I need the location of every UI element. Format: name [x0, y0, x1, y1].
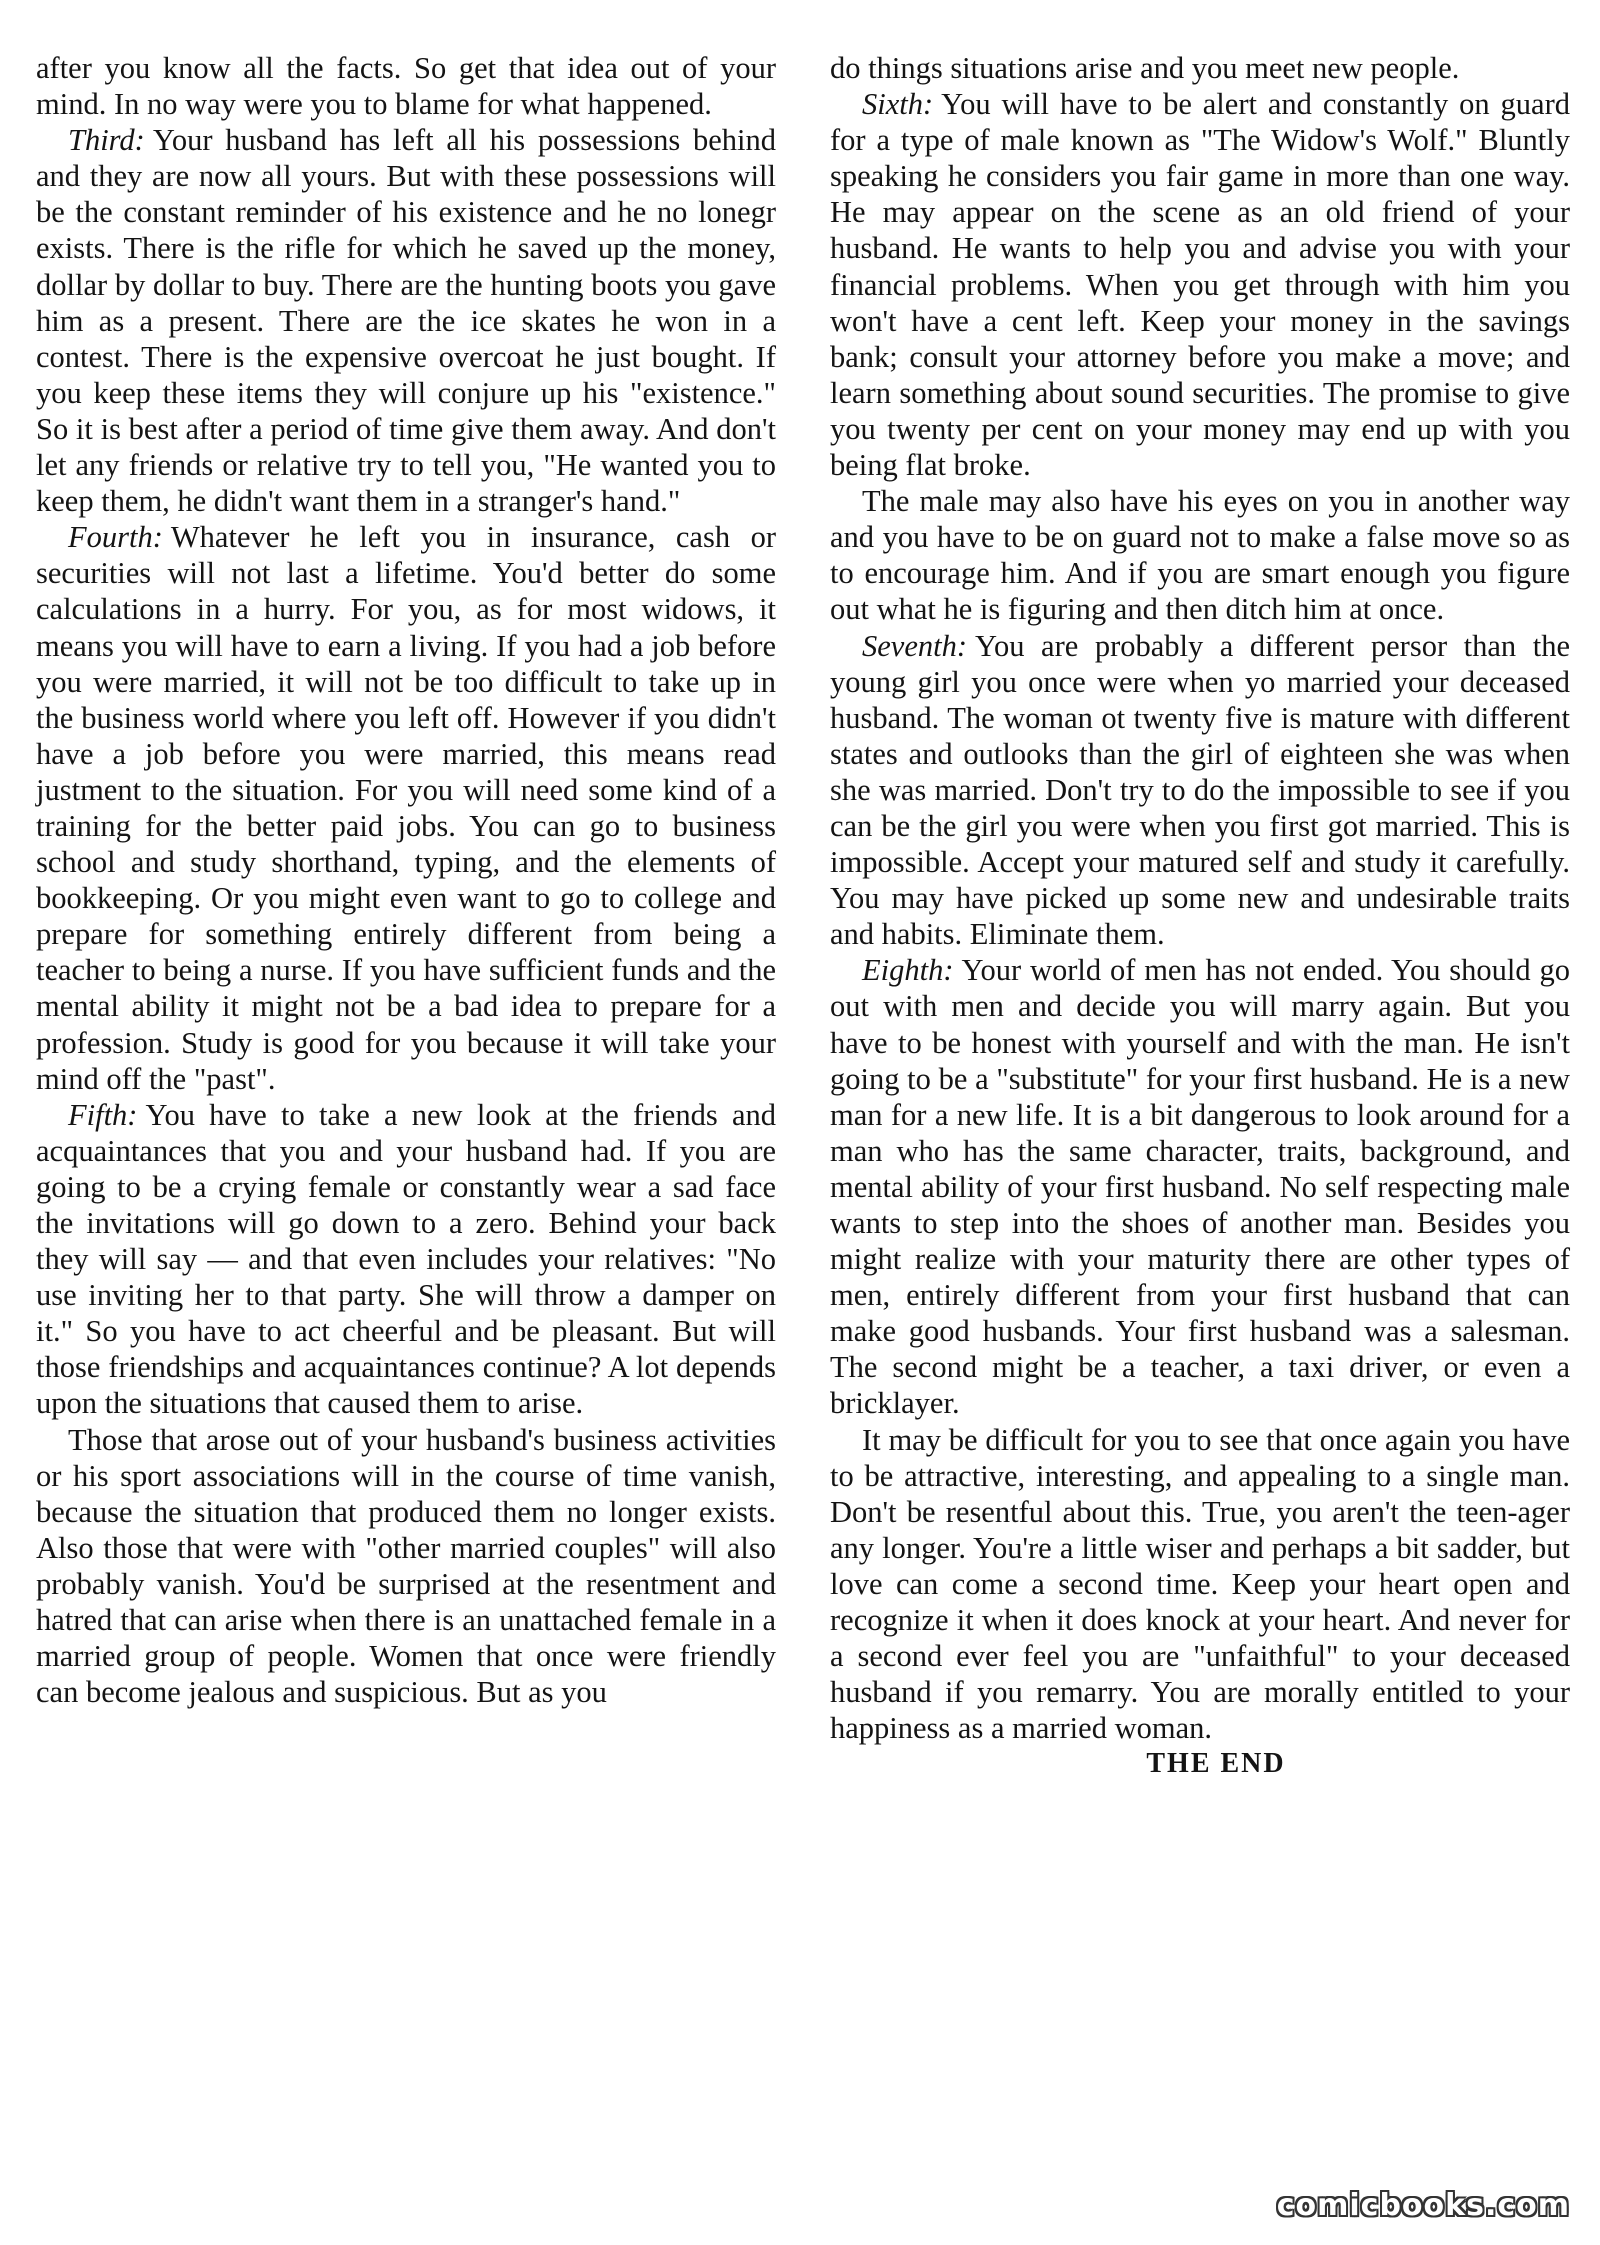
paragraph-male-may: The male may also have his eyes on you in another way and you have to be on guard not to make a false move so as to encourage him. And if you are smart enough you figure out what he is figuring and then ditch him at once.: [830, 484, 1570, 627]
paragraph-lead: Eighth:: [862, 953, 954, 988]
paragraph-lead: Sixth:: [862, 87, 934, 122]
paragraph-body: Your world of men has not ended. You should go out with men and decide you will marry again. But you have to be honest with yourself and with the man. He isn't going to be a "substitute" for your first husband. He is a new man for a new life. It is a bit dangerous to look around for a man who has the same character, traits, background, and mental ability of your first husband. No self respecting male wants to step into the shoes of another man. Besides you might realize with your maturity there are other types of men, entirely different from your first husband that can make good husbands. Your first husband was a salesman. The second might be a teacher, a taxi driver, or even a bricklayer.: [830, 953, 1570, 1421]
paragraph-body: You are probably a different persor than the young girl you once were when yo married your deceased husband. The woman ot twenty five is mature with different states and outlooks than the girl of eighteen she was when she was married. Don't try to do the impossible to see if you can be the girl you were when you first got married. This is impossible. Accept your matured self and study it carefully. You may have picked up some new and undesirable traits and habits. Eliminate them.: [830, 628, 1570, 952]
paragraph-those-that: Those that arose out of your husband's business activities or his sport associations will in the course of time vanish, because the situation that produced them no longer exists. Also those that were with "other married couples" will also probably vanish. You'd be surprised at the resentment and hatred that can arise when there is an unattached female in a married group of people. Women that once were friendly can become jealous and suspicious. But as you: [36, 1422, 776, 1710]
paragraph-body: Your husband has left all his possessions behind and they are now all yours. But with these possessions will be the constant reminder of his existence and he no lonegr exists. There is the rifle for which he saved up the money, dollar by dollar to buy. There are the hunting boots you gave him as a present. There are the ice skates he won in a contest. There is the expensive overcoat he just bought. If you keep these items they will conjure up his "existence." So it is best after a period of time give them away. And don't let any friends or relative try to tell you, "He wanted you to keep them, he didn't want them in a stranger's hand.": [36, 123, 776, 519]
paragraph-lead: Third:: [68, 123, 145, 158]
paragraph-continuation: do things situations arise and you meet new people.: [830, 51, 1460, 85]
watermark: comicbooks.com: [1276, 2188, 1570, 2223]
paragraph-body: You have to take a new look at the friends and acquaintances that you and your husband had. If you are going to be a crying female or constantly wear a sad face the invitations will go down to a zero. Behind your back they will say — and that even includes your relatives: "No use inviting her to that party. She will throw a damper on it." So you have to act cheerful and be pleasant. But will those friendships and acquaintances continue? A lot depends upon the situations that caused them to arise.: [36, 1097, 776, 1421]
paragraph-lead: Seventh:: [862, 628, 967, 663]
paragraph-it-may-be: It may be difficult for you to see that once again you have to be attractive, interesting, and appealing to a single man. Don't be resentful about this. True, you aren't the teen-ager any longer. You're a little wiser and perhaps a bit sadder, but love can come a second time. Keep your heart open and recognize it when it does knock at your heart. And never for a second ever feel you are "unfaithful" to your deceased husband if you remarry. You are morally entitled to your happiness as a married woman.: [830, 1422, 1570, 1746]
paragraph-eighth: [830, 952, 1570, 1421]
paragraph-lead: Fourth:: [68, 520, 163, 555]
the-end-label: THE END: [1146, 1748, 1286, 1780]
right-column: [830, 50, 1570, 1783]
paragraph-seventh: [830, 628, 1570, 953]
left-column: [36, 50, 776, 1710]
paragraph-fourth: [36, 519, 776, 1097]
paragraph-sixth: [830, 86, 1570, 483]
paragraph-fifth: [36, 1097, 776, 1422]
paragraph-third: [36, 122, 776, 519]
paragraph-body: You will have to be alert and constantly on guard for a type of male known as "The Widow's Wolf." Bluntly speaking he considers you fair game in more than one way. He may appear on the scene as an old friend of your husband. He wants to help you and advise you with your financial problems. When you get through with him you won't have a cent left. Keep your money in the savings bank; consult your attorney before you make a move; and learn something about sound securities. The promise to give you twenty per cent on your money may end up with you being flat broke.: [830, 87, 1570, 483]
paragraph-lead: Fifth:: [68, 1097, 138, 1132]
paragraph-continuation: after you know all the facts. So get that idea out of your mind. In no way were you to blame for what happened.: [36, 51, 776, 122]
paragraph-body: Whatever he left you in insurance, cash or securities will not last a lifetime. You'd better do some calculations in a hurry. For you, as for most widows, it means you will have to earn a living. If you had a job before you were married, it will not be too difficult to take up in the business world where you left off. However if you didn't have a job before you were married, this means read justment to the situation. For you will need some kind of a training for the better paid jobs. You can go to business school and study shorthand, typing, and the elements of bookkeeping. Or you might even want to go to college and prepare for something entirely different from being a teacher to being a nurse. If you have sufficient funds and the mental ability it might not be a bad idea to prepare for a profession. Study is good for you because it will take your mind off the "past".: [36, 520, 776, 1096]
